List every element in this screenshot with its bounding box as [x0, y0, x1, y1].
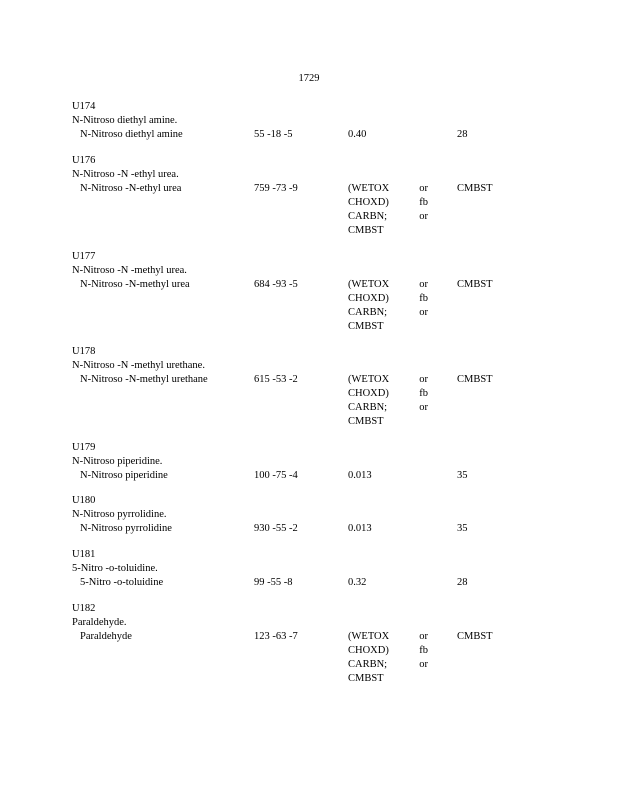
concentration: 0.013: [348, 523, 372, 534]
tech-line: CARBN;: [348, 402, 388, 413]
cas-number: 99 -55 -8: [254, 577, 293, 588]
tech-connector: or: [419, 183, 428, 194]
concentration: 0.40: [348, 129, 367, 140]
chemical-name: N-Nitroso pyrrolidine.: [72, 509, 167, 520]
tech-line: (WETOX: [348, 631, 390, 642]
tech-line: CMBST: [348, 416, 384, 427]
page-number: 1729: [298, 73, 320, 84]
tech-line: (WETOX: [348, 374, 390, 385]
tech-connector: fb: [419, 293, 428, 304]
constituent-name: 5-Nitro -o-toluidine: [80, 577, 164, 588]
cas-number: 55 -18 -5: [254, 129, 293, 140]
waste-code: U177: [72, 251, 96, 262]
cas-number: 100 -75 -4: [254, 470, 298, 481]
chemical-name: N-Nitroso diethyl amine.: [72, 115, 178, 126]
technology-code: [348, 182, 428, 238]
tech-connector: or: [419, 402, 428, 413]
chemical-name: N-Nitroso piperidine.: [72, 456, 163, 467]
tech-connector: or: [419, 374, 428, 385]
tech-line: (WETOX: [348, 183, 390, 194]
constituent-name: N-Nitroso -N-ethyl urea: [80, 183, 182, 194]
concentration: 0.013: [348, 470, 372, 481]
tech-line: CHOXD): [348, 645, 389, 656]
cas-number: 123 -63 -7: [254, 631, 298, 642]
tech-line: (WETOX: [348, 279, 390, 290]
tech-connector: or: [419, 659, 428, 670]
tech-line: CARBN;: [348, 659, 388, 670]
cas-number: 684 -93 -5: [254, 279, 298, 290]
constituent-name: N-Nitroso -N-methyl urea: [80, 279, 190, 290]
tech-connector: or: [419, 279, 428, 290]
tech-line: CARBN;: [348, 211, 388, 222]
note-reference: 35: [457, 523, 468, 534]
concentration: 0.32: [348, 577, 367, 588]
note-reference: 35: [457, 470, 468, 481]
tech-line: CARBN;: [348, 307, 388, 318]
tech-line: CMBST: [348, 673, 384, 684]
tech-connector: or: [419, 307, 428, 318]
constituent-name: Paraldehyde: [80, 631, 132, 642]
tech-connector: or: [419, 211, 428, 222]
technology-code: [348, 630, 428, 686]
tech-connector: fb: [419, 197, 428, 208]
waste-code: U174: [72, 101, 96, 112]
technology-code: [348, 278, 428, 334]
chemical-name: N-Nitroso -N -methyl urethane.: [72, 360, 205, 371]
cas-number: 930 -55 -2: [254, 523, 298, 534]
technology-standard: CMBST: [457, 183, 493, 194]
constituent-name: N-Nitroso diethyl amine: [80, 129, 183, 140]
technology-standard: CMBST: [457, 279, 493, 290]
cas-number: 615 -53 -2: [254, 374, 298, 385]
waste-code: U180: [72, 495, 96, 506]
tech-line: CHOXD): [348, 197, 389, 208]
chemical-name: 5-Nitro -o-toluidine.: [72, 563, 158, 574]
tech-line: CMBST: [348, 225, 384, 236]
cas-number: 759 -73 -9: [254, 183, 298, 194]
waste-code: U182: [72, 603, 96, 614]
tech-connector: or: [419, 631, 428, 642]
tech-connector: fb: [419, 645, 428, 656]
technology-code: [348, 373, 428, 429]
chemical-name: Paraldehyde.: [72, 617, 127, 628]
tech-line: CHOXD): [348, 293, 389, 304]
technology-standard: CMBST: [457, 374, 493, 385]
tech-line: CHOXD): [348, 388, 389, 399]
constituent-name: N-Nitroso piperidine: [80, 470, 168, 481]
note-reference: 28: [457, 577, 468, 588]
waste-code: U178: [72, 346, 96, 357]
constituent-name: N-Nitroso -N-methyl urethane: [80, 374, 208, 385]
technology-standard: CMBST: [457, 631, 493, 642]
chemical-name: N-Nitroso -N -ethyl urea.: [72, 169, 179, 180]
tech-connector: fb: [419, 388, 428, 399]
waste-code: U179: [72, 442, 96, 453]
waste-code: U176: [72, 155, 96, 166]
note-reference: 28: [457, 129, 468, 140]
chemical-name: N-Nitroso -N -methyl urea.: [72, 265, 187, 276]
waste-code: U181: [72, 549, 96, 560]
tech-line: CMBST: [348, 321, 384, 332]
constituent-name: N-Nitroso pyrrolidine: [80, 523, 172, 534]
